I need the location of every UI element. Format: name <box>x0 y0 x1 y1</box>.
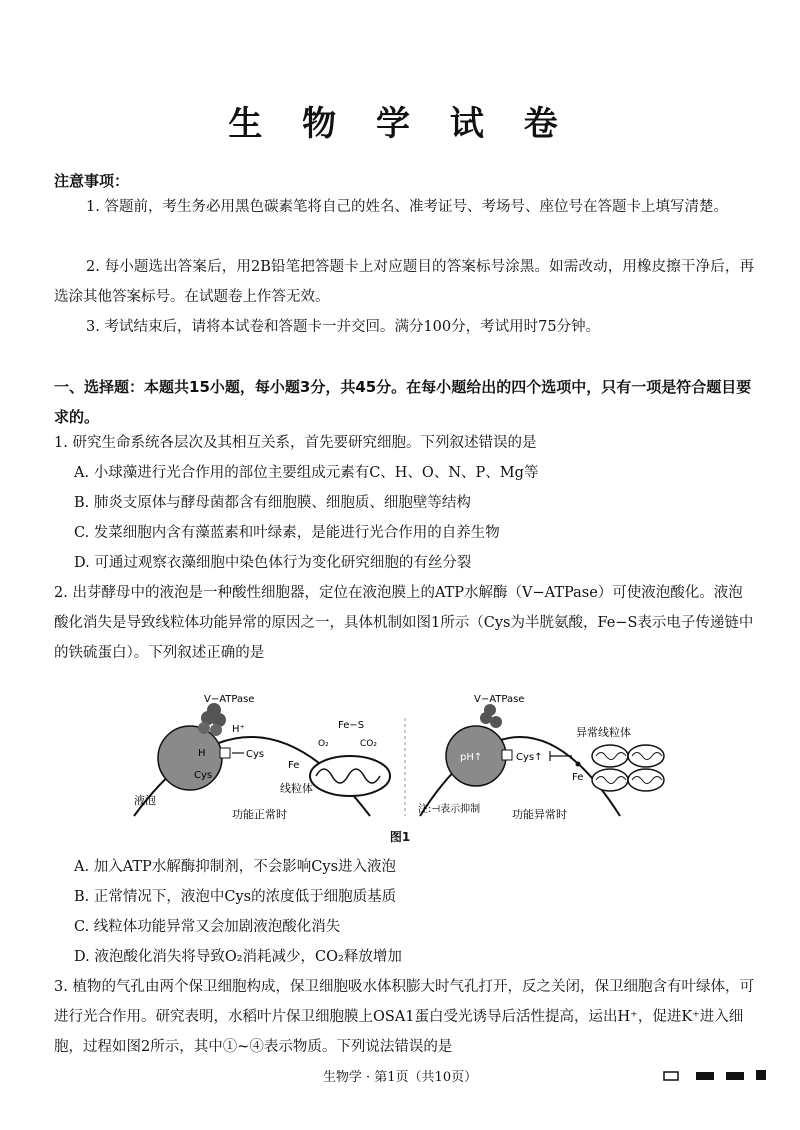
label-cys-right: Cys↑ <box>516 752 543 763</box>
label-ph: pH↑ <box>460 752 483 763</box>
page-footer: 生物学 · 第1页（共10页） <box>322 1070 478 1085</box>
question-2-option-b: B. 正常情况下，液泡中Cys的浓度低于细胞质基质 <box>74 889 397 905</box>
label-o2: O₂ <box>318 739 329 749</box>
label-mito: 线粒体 <box>280 782 313 795</box>
question-1-option-a: A. 小球藻进行光合作用的部位主要组成元素有C、H、O、N、P、Mg等 <box>74 465 539 481</box>
transporter-left <box>220 748 230 758</box>
notice-item-1: 1. 答题前，考生务必用黑色碳素笔将自己的姓名、准考证号、考场号、座位号在答题卡上填写清楚。 <box>86 199 728 215</box>
label-co2: CO₂ <box>360 739 377 749</box>
page-title: 生 物 学 试 卷 <box>228 104 572 144</box>
label-cys-inside: Cys <box>194 770 213 781</box>
v-atpase-left-icon <box>198 703 226 736</box>
label-hplus: H⁺ <box>232 724 245 735</box>
question-1-option-b: B. 肺炎支原体与酵母菌都含有细胞膜、细胞质、细胞壁等结构 <box>74 495 471 511</box>
label-vatpase-left: V−ATPase <box>204 694 255 705</box>
v-atpase-right-icon <box>480 704 502 728</box>
abnormal-mitochondria-icon <box>592 745 664 791</box>
label-h-inside: H <box>198 748 206 759</box>
vacuole-left <box>158 726 222 790</box>
label-fes: Fe−S <box>338 720 365 731</box>
notice-item-2: 2. 每小题选出答案后，用2B铅笔把答题卡上对应题目的答案标号涂黑。如需改动，用橡皮擦干净后，再选涂其他答案标号。在试题卷上作答无效。 <box>54 259 754 305</box>
label-state-abnormal: 功能异常时 <box>512 808 567 821</box>
question-1-option-d: D. 可通过观察衣藻细胞中染色体行为变化研究细胞的有丝分裂 <box>74 555 472 571</box>
question-1-option-c: C. 发菜细胞内含有藻蓝素和叶绿素，是能进行光合作用的自养生物 <box>74 525 500 541</box>
question-2-option-c: C. 线粒体功能异常又会加剧液泡酸化消失 <box>74 919 341 935</box>
question-3-stem: 3. 植物的气孔由两个保卫细胞构成，保卫细胞吸水体积膨大时气孔打开，反之关闭，保卫细胞含有叶绿体，可进行光合作用。研究表明，水稻叶片保卫细胞膜上OSA1蛋白受光诱导后活性提高，运出H⁺，促进K⁺进入细胞，过程如图2所示，其中①~④表示物质。下列说法错误的是 <box>54 979 754 1055</box>
question-2-stem: 2. 出芽酵母中的液泡是一种酸性细胞器，定位在液泡膜上的ATP水解酶（V−ATPase）可使液泡酸化。液泡酸化消失是导致线粒体功能异常的原因之一，具体机制如图1所示（Cys为半胱氨酸，Fe−S表示电子传递链中的铁硫蛋白）。下列叙述正确的是 <box>54 585 754 661</box>
question-2-option-d: D. 液泡酸化消失将导致O₂消耗减少，CO₂释放增加 <box>74 949 402 965</box>
label-abnormal-mito: 异常线粒体 <box>576 726 631 739</box>
scan-marks-icon <box>662 1066 772 1086</box>
label-state-normal: 功能正常时 <box>232 808 287 821</box>
label-vacuole: 液泡 <box>134 794 156 807</box>
notice-heading: 注意事项： <box>54 172 130 190</box>
notice-item-3: 3. 考试结束后，请将本试卷和答题卡一并交回。满分100分，考试用时75分钟。 <box>86 319 601 335</box>
figure-1-caption: 图1 <box>389 830 411 844</box>
label-cys-out: Cys <box>246 749 265 760</box>
transporter-right <box>502 750 512 760</box>
label-fe-left: Fe <box>288 760 300 771</box>
mitochondrion-normal <box>310 756 390 796</box>
label-note: 注:⊣表示抑制 <box>418 804 481 815</box>
label-fe-right: Fe <box>572 772 584 783</box>
section-heading: 一、选择题：本题共15小题，每小题3分，共45分。在每小题给出的四个选项中，只有一项是符合题目要求的。 <box>54 378 752 426</box>
question-2-option-a: A. 加入ATP水解酶抑制剂，不会影响Cys进入液泡 <box>74 859 397 875</box>
question-1-stem: 1. 研究生命系统各层次及其相互关系，首先要研究细胞。下列叙述错误的是 <box>54 435 537 451</box>
label-vatpase-right: V−ATPase <box>474 694 525 705</box>
